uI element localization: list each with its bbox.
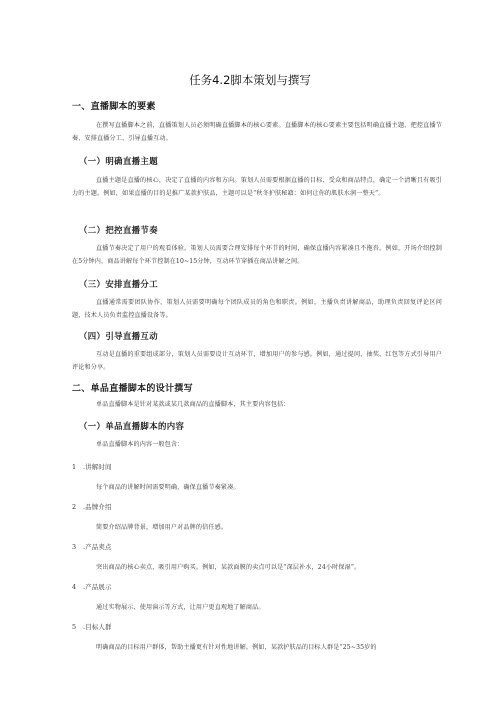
list-item-number: 1 .讲解时间 [72,463,112,471]
list-item-text: 明确商品的目标用户群体，帮助主播更有针对性地讲解。例如，某款护肤品的目标人群是“25~35岁的 [96,644,377,651]
subheading-division: （三）安排直播分工 [79,279,158,289]
document-title: 任务4.2脚本策划与撰写 [189,73,311,87]
list-item-number: 4 .产品展示 [72,583,112,591]
list-item-text: 简要介绍品牌背景，增加用户对品牌的信任感。 [96,524,228,531]
section-intro-paragraph: 在撰写直播脚本之前，直播策划人员必须明确直播脚本的核心要素。直播脚本的核心要素主要包括明确直播主题、把控直播节奏、安排直播分工、引导直播互动。 [72,122,442,143]
list-item-number: 3 .产品卖点 [72,543,112,551]
list-item-text: 突出商品的核心卖点，吸引用户购买。例如，某款面膜的卖点可以是“深层补水，24小时保湿”。 [96,564,361,571]
list-item-number: 2 .品牌介绍 [72,503,112,511]
subheading-script-content: （一）单品直播脚本的内容 [79,421,185,431]
subheading-rhythm: （二）把控直播节奏 [79,225,158,235]
paragraph-interaction: 互动是直播的重要组成部分，策划人员需要设计互动环节，增加用户的参与感。例如，通过提问、抽奖、红包等方式引导用户评论和分享。 [72,351,442,372]
subheading-theme: （一）明确直播主题 [79,156,158,166]
list-item-text: 通过实物展示、使用演示等方式，让用户更直观地了解商品。 [96,604,265,611]
paragraph-script-content-intro: 单品直播脚本的内容一般包含： [96,441,184,448]
subheading-interaction: （四）引导直播互动 [79,331,158,341]
section-heading-single-product: 二、单品直播脚本的设计撰写 [72,384,193,394]
section-intro-single-product: 单品直播脚本是针对某款或某几款商品的直播脚本，其主要内容包括： [96,401,290,408]
paragraph-rhythm: 直播节奏决定了用户的观看体验。策划人员需要合理安排每个环节的时间，确保直播内容紧凑且不拖沓。例如，开场介绍控制在5分钟内，商品讲解每个环节控制在10~15分钟，互动环节穿插在商品讲解之间。 [72,245,442,266]
paragraph-division: 直播通常需要团队协作，策划人员需要明确每个团队成员的角色和职责。例如，主播负责讲解商品，助理负责回复评论区问题，技术人员负责监控直播设备等。 [72,299,442,320]
section-heading-elements: 一、直播脚本的要素 [72,102,156,112]
list-item-number: 5 .目标人群 [72,623,112,631]
list-item-text: 每个商品的讲解时间需要明确，确保直播节奏紧凑。 [96,484,240,491]
paragraph-theme: 直播主题是直播的核心，决定了直播的内容和方向。策划人员需要根据直播的目标、受众和商品特点，确定一个清晰且有吸引力的主题。例如，如果直播的目的是推广某款护肤品，主题可以是“秋冬护肤秘籍：如何让你的肌肤水润一整天”。 [72,177,442,198]
